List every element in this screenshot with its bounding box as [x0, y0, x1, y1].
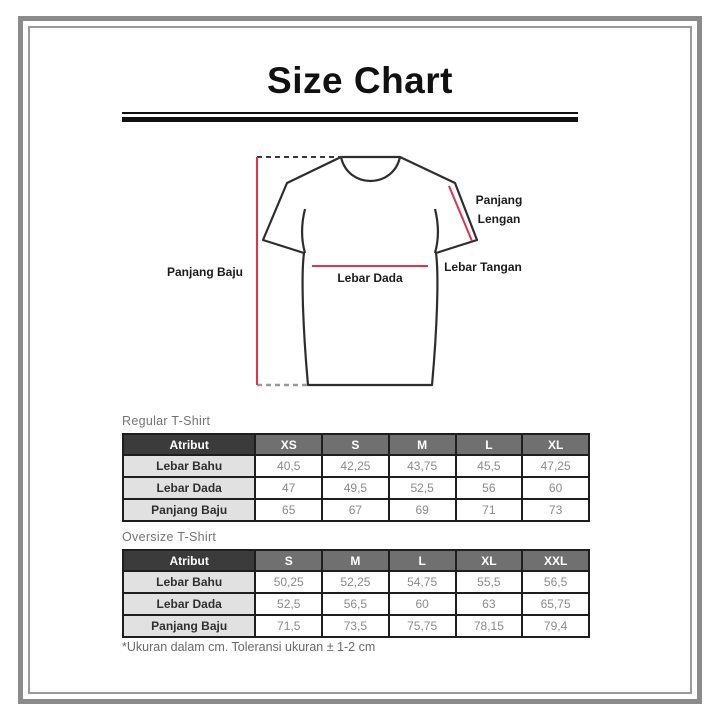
attribute-label-cell: Lebar Bahu [123, 455, 255, 477]
measurement-value-cell: 52,5 [255, 593, 322, 615]
title-divider-thick-line [122, 117, 578, 122]
measurement-value-cell: 78,15 [456, 615, 523, 637]
attribute-label-cell: Panjang Baju [123, 615, 255, 637]
section-label-oversize-tshirt: Oversize T-Shirt [122, 530, 217, 544]
table-row [123, 477, 589, 499]
label-panjang-lengan: Panjang Lengan [475, 193, 523, 226]
regular-tshirt-size-table [122, 433, 590, 522]
size-column-header: M [389, 434, 456, 455]
measurement-value-cell: 55,5 [456, 571, 523, 593]
attribute-column-header: Atribut [123, 550, 255, 571]
size-column-header: S [255, 550, 322, 571]
measurement-value-cell: 47 [255, 477, 322, 499]
label-lebar-dada: Lebar Dada [337, 271, 403, 285]
measurement-footnote: *Ukuran dalam cm. Toleransi ukuran ± 1-2 cm [122, 640, 376, 654]
measurement-value-cell: 65 [255, 499, 322, 521]
measurement-value-cell: 50,25 [255, 571, 322, 593]
measurement-value-cell: 54,75 [389, 571, 456, 593]
measurement-value-cell: 56,5 [522, 571, 589, 593]
measurement-value-cell: 71 [456, 499, 523, 521]
measurement-value-cell: 47,25 [522, 455, 589, 477]
size-column-header: M [322, 550, 389, 571]
measurement-value-cell: 73,5 [322, 615, 389, 637]
measurement-value-cell: 60 [389, 593, 456, 615]
label-panjang-baju: Panjang Baju [166, 265, 243, 279]
measurement-value-cell: 63 [456, 593, 523, 615]
attribute-label-cell: Lebar Dada [123, 477, 255, 499]
table-row [123, 571, 589, 593]
measurement-value-cell: 73 [522, 499, 589, 521]
page-title: Size Chart [267, 60, 453, 101]
measurement-value-cell: 56,5 [322, 593, 389, 615]
measurement-value-cell: 49,5 [322, 477, 389, 499]
size-column-header: L [456, 434, 523, 455]
section-label-regular-tshirt: Regular T-Shirt [122, 414, 211, 428]
measurement-value-cell: 56 [456, 477, 523, 499]
size-column-header: XXL [522, 550, 589, 571]
attribute-label-cell: Lebar Dada [123, 593, 255, 615]
measurement-value-cell: 40,5 [255, 455, 322, 477]
title-divider [122, 112, 578, 122]
size-column-header: XL [522, 434, 589, 455]
table-header-row [123, 550, 589, 571]
size-column-header: XL [456, 550, 523, 571]
measurement-value-cell: 60 [522, 477, 589, 499]
table-row [123, 499, 589, 521]
measurement-value-cell: 43,75 [389, 455, 456, 477]
measurement-value-cell: 75,75 [389, 615, 456, 637]
size-column-header: L [389, 550, 456, 571]
measurement-value-cell: 71,5 [255, 615, 322, 637]
attribute-label-cell: Lebar Bahu [123, 571, 255, 593]
measurement-value-cell: 65,75 [522, 593, 589, 615]
measurement-value-cell: 42,25 [322, 455, 389, 477]
measurement-value-cell: 69 [389, 499, 456, 521]
attribute-column-header: Atribut [123, 434, 255, 455]
measurement-value-cell: 67 [322, 499, 389, 521]
tshirt-measurement-diagram [30, 145, 690, 400]
measurement-value-cell: 52,25 [322, 571, 389, 593]
size-column-header: XS [255, 434, 322, 455]
oversize-tshirt-size-table [122, 549, 590, 638]
measurement-value-cell: 79,4 [522, 615, 589, 637]
table-row [123, 455, 589, 477]
measurement-value-cell: 52,5 [389, 477, 456, 499]
label-lebar-tangan: Lebar Tangan [444, 260, 522, 274]
table-row [123, 615, 589, 637]
attribute-label-cell: Panjang Baju [123, 499, 255, 521]
size-column-header: S [322, 434, 389, 455]
measurement-value-cell: 45,5 [456, 455, 523, 477]
table-row [123, 593, 589, 615]
table-header-row [123, 434, 589, 455]
